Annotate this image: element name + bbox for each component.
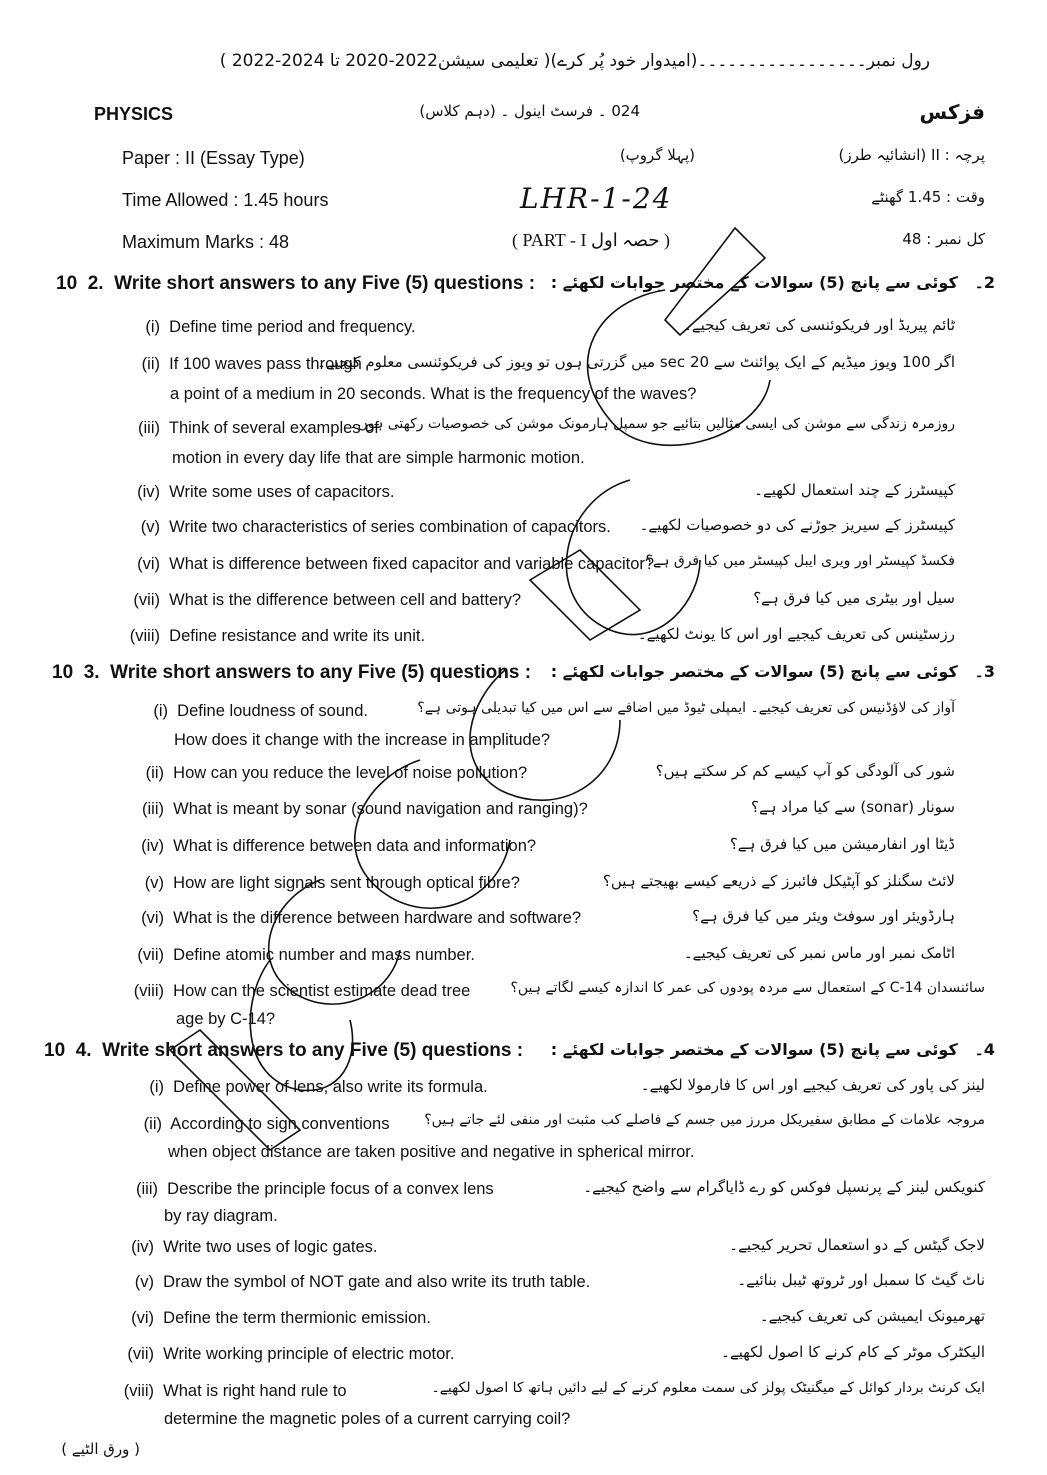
question-text: Draw the symbol of NOT gate and also write its truth table. [163, 1273, 591, 1291]
question-text-continued: age by C-14? [176, 1010, 276, 1028]
question-text: Write two characteristics of series combination of capacitors. [169, 518, 611, 536]
section-heading-english [44, 1040, 523, 1062]
section-title: Write short answers to any Five (5) questions : [110, 662, 532, 683]
question-item [132, 800, 588, 819]
section-marks: 10 [52, 662, 74, 683]
question-text-urdu: رزسٹینس کی تعریف کیجیے اور اس کا یونٹ لکھیے۔ [637, 625, 955, 643]
question-text-urdu: ناٹ گیٹ کا سمبل اور ٹروتھ ٹیبل بنائیے۔ [737, 1271, 985, 1289]
section-title-urdu: کوئی سے پانچ (5) سوالات کے مختصر جوابات لکھئے : [550, 273, 958, 292]
question-text-urdu: لاجک گیٹس کے دو استعمال تحریر کیجیے۔ [729, 1236, 985, 1254]
question-number: (ii) [145, 764, 164, 782]
section-number: 2. [87, 273, 104, 294]
question-number: (v) [134, 1273, 154, 1291]
question-number: (vi) [131, 1309, 154, 1327]
time-allowed-english: Time Allowed : 1.45 hours [122, 190, 329, 210]
paper-type-urdu: پرچہ : II (انشائیہ طرز) [838, 146, 985, 164]
question-item [122, 1180, 494, 1199]
question-number: (i) [145, 318, 160, 336]
question-text-continued: when object distance are taken positive and negative in spherical mirror. [168, 1143, 695, 1161]
question-item [118, 1309, 431, 1328]
question-number: (vii) [133, 591, 160, 609]
question-item [124, 946, 475, 965]
question-item [140, 702, 368, 721]
question-item [120, 982, 470, 1001]
question-text-urdu: ٹائم پیریڈ اور فریکوئنسی کی تعریف کیجیے۔ [683, 316, 955, 334]
question-text: What is right hand rule to [163, 1382, 347, 1400]
question-text: What is difference between data and information? [173, 837, 537, 855]
question-text: Think of several examples of [168, 419, 379, 437]
question-text: What is difference between fixed capacitor and variable capacitor? [169, 555, 655, 573]
question-text-urdu: سیل اور بیٹری میں کیا فرق ہے؟ [753, 589, 955, 607]
question-number: (vi) [141, 909, 164, 927]
question-text: What is the difference between hardware and software? [173, 909, 582, 927]
question-text-urdu: شور کی آلودگی کو آپ کیسے کم کر سکتے ہیں؟ [655, 762, 955, 780]
question-number: (v) [140, 518, 160, 536]
turn-over-note: ( ورق الٹیے ) [61, 1440, 140, 1458]
question-number: (ii) [141, 355, 160, 373]
question-text: Define resistance and write its unit. [169, 627, 426, 645]
question-text: Define loudness of sound. [177, 702, 368, 720]
question-number: (iv) [131, 1238, 154, 1256]
question-number: (viii) [129, 627, 160, 645]
section-heading-urdu [550, 1040, 995, 1059]
question-text: How are light signals sent through optical fibre? [173, 874, 520, 892]
maximum-marks-english: Maximum Marks : 48 [122, 232, 290, 252]
handwritten-paper-code: LHR-1-24 [520, 182, 673, 215]
question-item [126, 591, 521, 610]
question-text: Define time period and frequency. [169, 318, 416, 336]
question-item [124, 1273, 590, 1292]
question-text: According to sign conventions [170, 1115, 390, 1133]
question-text-continued: by ray diagram. [164, 1207, 278, 1225]
question-number: (iii) [138, 419, 160, 437]
question-text-urdu: اگر 100 ویوز میڈیم کے ایک پوائنٹ سے 20 sec میں گزرتی ہوں تو ویوز کی فریکوئنسی معلوم کیجیے۔ [317, 353, 955, 371]
question-item [112, 1345, 454, 1364]
question-text-urdu: تھرمیونک ایمیشن کی تعریف کیجیے۔ [759, 1307, 985, 1325]
question-text: Write working principle of electric motor. [163, 1345, 455, 1363]
question-number: (viii) [133, 982, 164, 1000]
subject-english: PHYSICS [94, 104, 174, 124]
question-number: (iv) [137, 483, 160, 501]
question-text: Define the term thermionic emission. [163, 1309, 431, 1327]
question-item [128, 555, 654, 574]
question-text: How can you reduce the level of noise pollution? [173, 764, 528, 782]
question-text-continued: a point of a medium in 20 seconds. What is the frequency of the waves? [170, 385, 697, 403]
question-text: What is the difference between cell and battery? [169, 591, 522, 609]
question-number: (vii) [137, 946, 164, 964]
subject-urdu: فزکس [919, 100, 985, 124]
question-text-urdu: کپیسٹرز کے سیریز جوڑنے کی دو خصوصیات لکھیے۔ [639, 516, 955, 534]
question-text-urdu: لائٹ سگنلز کو آپٹیکل فائبرز کے ذریعے کیسے بھیجتے ہیں؟ [602, 872, 955, 890]
section-number: 4. [75, 1040, 92, 1061]
question-item [134, 764, 527, 783]
question-text-urdu: فکسڈ کپیسٹر اور ویری ایبل کپیسٹر میں کیا فرق ہے؟ [645, 553, 955, 569]
question-text: Describe the principle focus of a convex lens [167, 1180, 494, 1198]
question-item [128, 419, 379, 438]
section-number-urdu: 4۔ [974, 1040, 995, 1059]
question-text: What is meant by sonar (sound navigation and ranging)? [173, 800, 588, 818]
question-item [128, 483, 394, 502]
question-number: (iii) [136, 1180, 158, 1198]
section-number-urdu: 3۔ [974, 662, 995, 681]
question-number: (i) [153, 702, 168, 720]
question-text-urdu: مروجہ علامات کے مطابق سفیریکل مررز میں جسم کے فاصلے کب مثبت اور منفی لئے جاتے ہیں؟ [424, 1112, 985, 1128]
question-text-urdu: ہارڈویئر اور سوفٹ ویئر میں کیا فرق ہے؟ [692, 907, 955, 925]
question-item [118, 1238, 377, 1257]
question-item [106, 1382, 347, 1401]
question-text: If 100 waves pass through [169, 355, 362, 373]
time-allowed-urdu: وقت : 1.45 گھنٹے [871, 188, 985, 206]
question-text-urdu: کنویکس لینز کے پرنسپل فوکس کو رے ڈایاگرام سے واضح کیجیے۔ [583, 1178, 985, 1196]
question-number: (ii) [143, 1115, 162, 1133]
question-text: Define atomic number and mass number. [173, 946, 475, 964]
question-text-urdu: الیکٹرک موٹر کے کام کرنے کا اصول لکھیے۔ [721, 1343, 985, 1361]
section-heading-english [52, 662, 531, 684]
question-text: Write two uses of logic gates. [163, 1238, 378, 1256]
section-number: 3. [83, 662, 100, 683]
section-title: Write short answers to any Five (5) questions : [114, 273, 536, 294]
question-text-urdu: سائنسدان C-14 کے استعمال سے مردہ پودوں کی عمر کا اندازہ کیسے لگاتے ہیں؟ [510, 980, 985, 996]
question-text: Write some uses of capacitors. [169, 483, 395, 501]
roll-number-session-line: رول نمبر۔۔۔۔۔۔۔۔۔۔۔۔۔۔۔۔۔(امیدوار خود پُر کرے)( تعلیمی سیشن2022-2020 تا 2024-2022 ) [219, 51, 930, 71]
question-text-continued: determine the magnetic poles of a current carrying coil? [164, 1410, 571, 1428]
section-heading-urdu [550, 273, 995, 292]
question-number: (i) [149, 1078, 164, 1096]
question-item [132, 318, 416, 337]
question-item [132, 1115, 389, 1134]
group-urdu: (پہلا گروپ) [619, 146, 695, 164]
question-text-urdu: ڈیٹا اور انفارمیشن میں کیا فرق ہے؟ [729, 835, 955, 853]
question-item [136, 1078, 488, 1097]
question-text-urdu: اٹامک نمبر اور ماس نمبر کی تعریف کیجیے۔ [683, 944, 955, 962]
question-item [130, 909, 581, 928]
question-number: (viii) [123, 1382, 154, 1400]
question-text-urdu: کپیسٹرز کے چند استعمال لکھیے۔ [754, 481, 955, 499]
section-marks: 10 [44, 1040, 66, 1061]
question-number: (vii) [127, 1345, 154, 1363]
question-text-urdu: سونار (sonar) سے کیا مراد ہے؟ [750, 798, 955, 816]
section-title: Write short answers to any Five (5) questions : [102, 1040, 524, 1061]
question-text-urdu: روزمرہ زندگی سے موشن کی ایسی مثالیں بتائیے جو سمپل ہارمونک موشن کی خصوصیات رکھتی ہوں۔ [349, 416, 955, 432]
part-label: ( PART - I حصہ اول ) [512, 230, 670, 250]
section-heading-urdu [550, 662, 995, 681]
question-number: (vi) [137, 555, 160, 573]
question-item [122, 627, 425, 646]
section-title-urdu: کوئی سے پانچ (5) سوالات کے مختصر جوابات لکھئے : [550, 662, 958, 681]
question-number: (v) [144, 874, 164, 892]
question-item [130, 837, 536, 856]
maximum-marks-urdu: کل نمبر : 48 [902, 230, 985, 248]
question-text-urdu: لینز کی پاور کی تعریف کیجیے اور اس کا فارمولا لکھیے۔ [640, 1076, 985, 1094]
question-item [134, 874, 520, 893]
question-text-continued: motion in every day life that are simple harmonic motion. [172, 449, 585, 467]
section-heading-english [56, 273, 535, 295]
section-number-urdu: 2۔ [974, 273, 995, 292]
question-text: How can the scientist estimate dead tree [173, 982, 471, 1000]
question-text-urdu: آواز کی لاؤڈنیس کی تعریف کیجیے۔ ایمپلی ٹیوڈ میں اضافے سے اس میں کیا تبدیلی ہوتی ہے؟ [417, 700, 955, 716]
paper-type-english: Paper : II (Essay Type) [122, 148, 305, 168]
question-item [132, 518, 611, 537]
section-title-urdu: کوئی سے پانچ (5) سوالات کے مختصر جوابات لکھئے : [550, 1040, 958, 1059]
section-marks: 10 [56, 273, 78, 294]
question-text-urdu: ایک کرنٹ بردار کوائل کے میگنیٹک پولز کی سمت معلوم کرنے کے لیے دائیں ہاتھ کا اصول لکھیے۔ [431, 1380, 985, 1396]
paper-code: 024 ۔ فرسٹ اینول ۔ (دہم کلاس) [419, 102, 640, 120]
question-number: (iv) [141, 837, 164, 855]
question-text-continued: How does it change with the increase in amplitude? [174, 731, 551, 749]
question-text: Define power of lens, also write its formula. [173, 1078, 488, 1096]
question-number: (iii) [142, 800, 164, 818]
